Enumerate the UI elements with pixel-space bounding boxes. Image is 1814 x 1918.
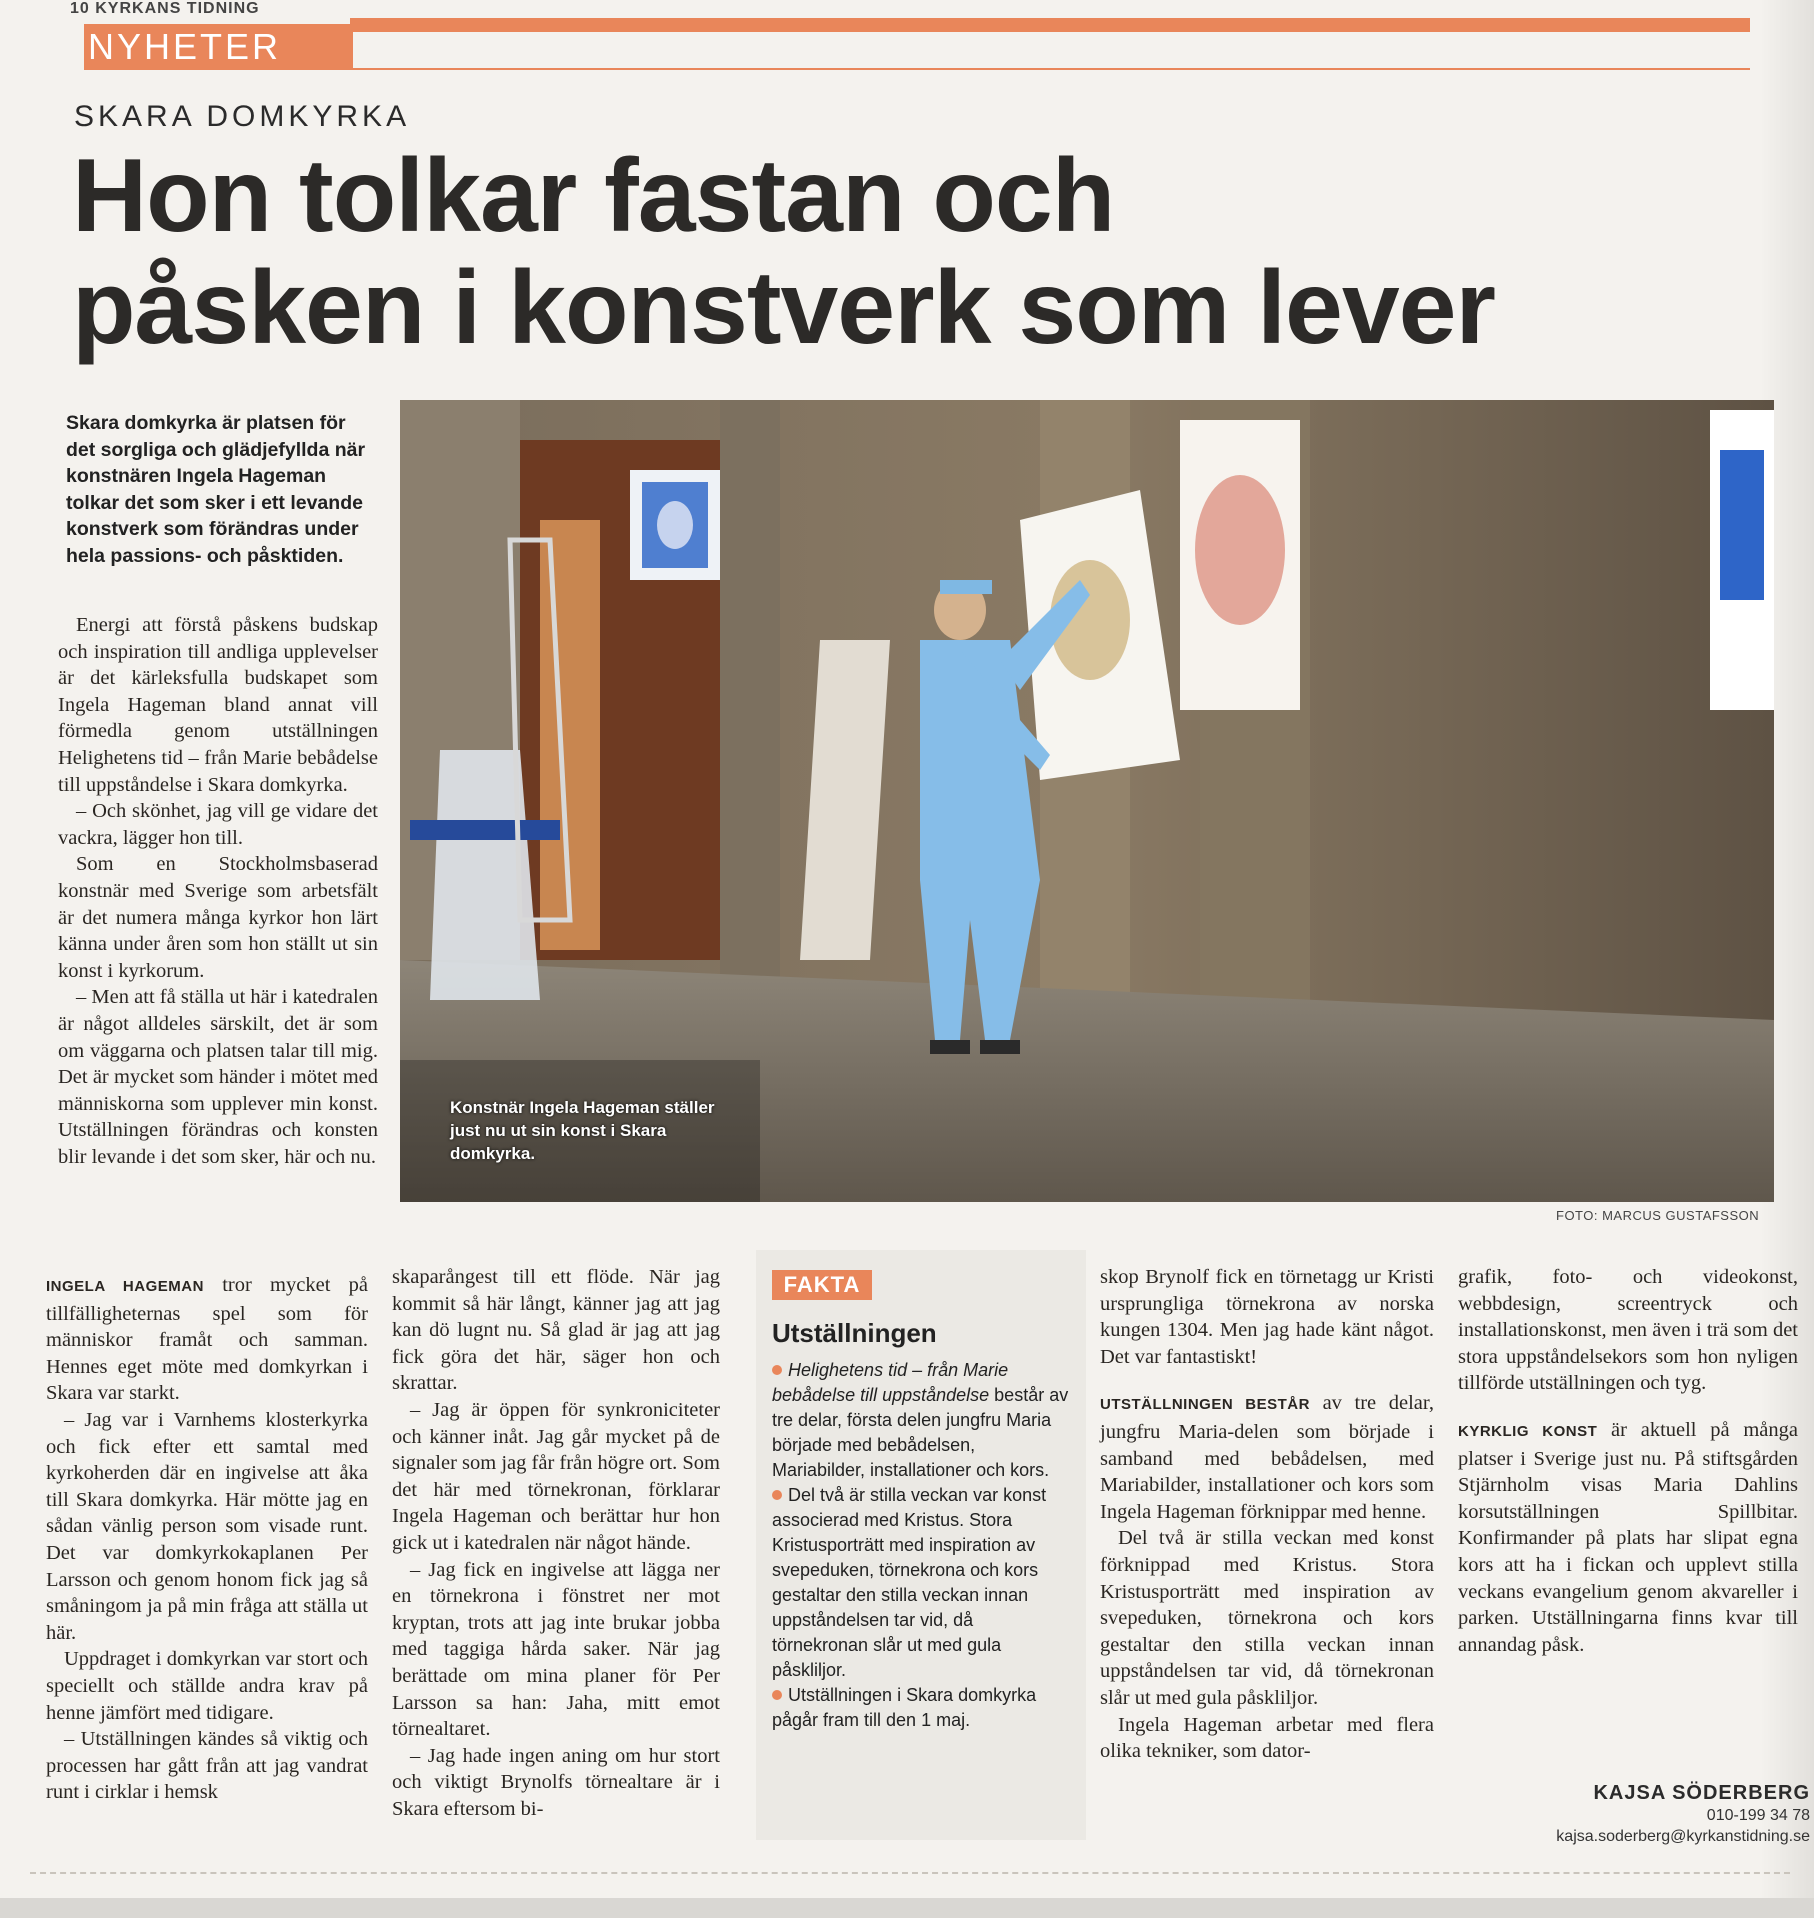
- fact-text: består av tre delar, första delen jungfru Maria började med bebådelsen, Mariabilder, installationer och kors.: [772, 1385, 1069, 1480]
- paragraph: Som en Stockholmsbaserad konstnär med Sverige som arbetsfält är det numera många kyrkor hon lärt känna under åren som hon ställt ut sin konst i kyrkorum.: [58, 853, 378, 982]
- bullet-icon: [772, 1490, 782, 1500]
- fact-item: [772, 1358, 1072, 1483]
- page-bottom-band: [0, 1898, 1814, 1918]
- lead-paragraph: Skara domkyrka är platsen för det sorgliga och glädjefyllda när konstnären Ingela Hageman tolkar det som sker i ett levande konstverk som förändras under hela passions- och påsktiden.: [66, 412, 366, 567]
- column-4: [1100, 1264, 1434, 1765]
- paragraph: Uppdraget i domkyrkan var stort och speciellt och ställde andra krav på henne jämfört med tidigare.: [46, 1648, 368, 1724]
- masthead: 10 KYRKANS TIDNING: [70, 0, 260, 17]
- run-in-heading: UTSTÄLLNINGEN BESTÅR: [1100, 1396, 1310, 1414]
- column-2: [392, 1264, 720, 1822]
- photo-illustration: [400, 400, 1774, 1202]
- paragraph: skaparångest till ett flöde. När jag kommit så här långt, känner jag att jag kan dö lugnt nu. Så glad är jag att jag fick göra det här, säger hon och skrattar.: [392, 1266, 720, 1395]
- paragraph-text: av tre delar, jungfru Maria-delen som började i samband med bebådelsen, med Mariabilder, installationer och kors som Ingela Hageman förknippar med henne.: [1100, 1392, 1434, 1523]
- column-1-bottom: [46, 1272, 368, 1806]
- author-email: kajsa.soderberg@kyrkanstidning.se: [1556, 1828, 1810, 1845]
- fact-box-title: Utställningen: [772, 1318, 937, 1348]
- paragraph: – Jag var i Varnhems klosterkyrka och fick efter ett samtal med kyrkoherden där en ingivelse att åka till Skara domkyrka. Här mötte jag en sådan vänlig person som visade runt. Det var domkyrkokaplanen Per Larsson och genom honom fick jag så småningom ja på min fråga att ställa ut här.: [46, 1408, 368, 1644]
- section-rule: [350, 18, 1750, 32]
- exhibition-title: Helighetens tid – från Marie bebådelse till uppståndelse: [772, 1360, 1009, 1405]
- photo-caption: Konstnär Ingela Hageman ställer just nu ut sin konst i Skara domkyrka.: [450, 1098, 715, 1163]
- run-in-heading: INGELA HAGEMAN: [46, 1278, 204, 1295]
- paragraph: Ingela Hageman arbetar med flera olika tekniker, som dator-: [1100, 1713, 1434, 1763]
- headline: [72, 140, 1752, 364]
- run-in-heading: KYRKLIG KONST: [1458, 1422, 1598, 1440]
- section-underline: [84, 68, 1750, 70]
- paragraph-text: är aktuell på många platser i Sverige just nu. På stiftsgården Stjärnholm visas Maria Dahlins korsutställningen Spillbitar. Konfirmander på plats har slipat egna kors att ha i fickan och upplevt stilla veckans evangelium genom akvareller i parken. Utställningarna finns kvar till annandag påsk.: [1458, 1418, 1798, 1656]
- paragraph: – Och skönhet, jag vill ge vidare det vackra, lägger hon till.: [58, 800, 378, 849]
- paragraph: – Jag är öppen för synkroniciteter och känner inåt. Jag går mycket på de signaler som jag får från högre ort. Som det här med törnekronan, förklarar Ingela Hageman och berättar hur hon gick ut i katedralen när något hände.: [392, 1398, 720, 1554]
- paragraph: [1458, 1417, 1798, 1658]
- paragraph: [46, 1272, 368, 1407]
- paragraph: Del två är stilla veckan med konst förknippad med Kristus. Stora Kristusporträtt med inspiration av svepeduken, törnekrona och kors gestaltar den stilla veckan innan uppståndelsen tar vid, då törnekronan slår ut med gula påskliljor.: [1100, 1527, 1434, 1709]
- fact-item: [772, 1483, 1072, 1683]
- bottom-rule: [30, 1872, 1790, 1874]
- author-name: KAJSA SÖDERBERG: [1593, 1782, 1810, 1804]
- column-5: [1458, 1264, 1798, 1658]
- paragraph: Energi att förstå påskens budskap och inspiration till andliga upplevelser är det kärleksfulla budskapet som Ingela Hageman bland annat vill förmedla genom utställningen Helighetens tid – från Marie bebådelse till uppståndelse i Skara domkyrka.: [58, 614, 378, 796]
- paragraph: [1100, 1390, 1434, 1525]
- kicker: SKARA DOMKYRKA: [74, 100, 411, 133]
- fact-box-tag: FAKTA: [772, 1270, 872, 1300]
- paragraph: – Utställningen kändes så viktig och processen har gått från att jag vandrat runt i cirklar i hemsk: [46, 1728, 368, 1804]
- bullet-icon: [772, 1690, 782, 1700]
- fact-box-body: [772, 1358, 1072, 1733]
- paragraph: – Jag fick en ingivelse att lägga ner en törnekrona i fönstret ner mot kryptan, trots att jag inte brukar jobba med taggiga hårda saker. När jag berättade om mina planer för Per Larsson sa han: Jaha, mitt emot törnealtaret.: [392, 1558, 720, 1741]
- photo-credit: FOTO: MARCUS GUSTAFSSON: [1556, 1208, 1760, 1223]
- fact-item: [772, 1683, 1072, 1733]
- headline-line-1: Hon tolkar fastan och: [72, 138, 1115, 254]
- fact-text: Del två är stilla veckan var konst associerad med Kristus. Stora Kristusporträtt med inspiration av svepeduken, törnekrona och kors gestaltar den stilla veckan innan uppståndelsen tar vid, då törnekronan slår ut med gula påskliljor.: [772, 1485, 1047, 1680]
- section-label: NYHETER: [84, 24, 353, 70]
- headline-line-2: påsken i konstverk som lever: [72, 250, 1495, 366]
- paragraph: skop Brynolf fick en törnetagg ur Kristi ursprungliga törnekrona av norska kungen 1304. Men jag hade känt något. Det var fantastiskt!: [1100, 1266, 1434, 1368]
- paragraph: grafik, foto- och videokonst, webbdesign, screentryck och installationskonst, men även i trä som det stora uppståndelsekors som hon nyligen tillförde utställningen och tyg.: [1458, 1266, 1798, 1395]
- author-phone: 010-199 34 78: [1706, 1807, 1810, 1824]
- bullet-icon: [772, 1365, 782, 1375]
- article-photo: [400, 400, 1774, 1202]
- paragraph: – Jag hade ingen aning om hur stort och viktigt Brynolfs törnealtare är i Skara eftersom bi-: [392, 1744, 720, 1820]
- paragraph: – Men att få ställa ut här i katedralen är något alldeles särskilt, det är som om väggarna och platsen talar till mig. Det är mycket som händer i mötet med människorna som upplever min konst. Utställningen förändras och konsten blir levande i det som sker, här och nu.: [58, 986, 378, 1168]
- column-1-top: [58, 612, 378, 1170]
- paragraph-text: tror mycket på tillfälligheternas spel som för människor framåt och samman. Hennes eget möte med domkyrkan i Skara var starkt.: [46, 1274, 368, 1405]
- byline: [1510, 1782, 1810, 1847]
- fact-text: Utställningen i Skara domkyrka pågår fram till den 1 maj.: [772, 1685, 1037, 1730]
